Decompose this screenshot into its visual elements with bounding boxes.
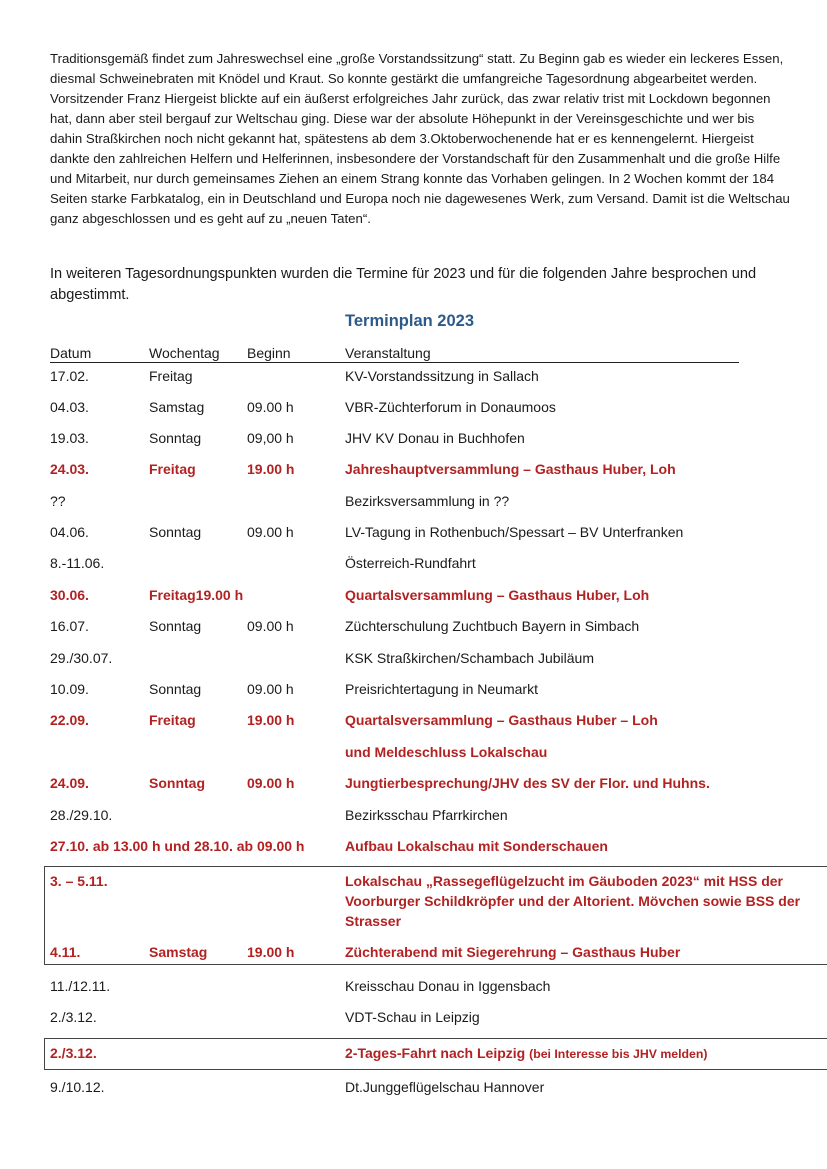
intro-paragraph-2: In weiteren Tagesordnungspunkten wurden die Termine für 2023 und für die folgenden Jahre besprochen und abgestimmt. xyxy=(50,266,757,303)
row-time: 09.00 h xyxy=(247,775,295,791)
row-event: Österreich-Rundfahrt xyxy=(345,555,476,571)
row-event: KSK Straßkirchen/Schambach Jubiläum xyxy=(345,650,594,666)
row-event: Züchterschulung Zuchtbuch Bayern in Simbach xyxy=(345,618,640,634)
row-time: 19.00 h xyxy=(247,461,295,477)
row-date: 22.09. xyxy=(50,712,89,728)
row-event: und Meldeschluss Lokalschau xyxy=(345,744,548,760)
intro-text xyxy=(50,49,790,229)
row-event: LV-Tagung in Rothenbuch/Spessart – BV Unterfranken xyxy=(345,524,684,540)
row-time: 09,00 h xyxy=(247,430,294,446)
row-event xyxy=(345,1043,707,1064)
table-header xyxy=(50,345,739,363)
row-date: 24.03. xyxy=(50,461,89,477)
row-date: 10.09. xyxy=(50,681,89,697)
row-event: Aufbau Lokalschau mit Sonderschauen xyxy=(345,838,608,854)
row-time: 19.00 h xyxy=(247,712,295,728)
row-event: Jungtierbesprechung/JHV des SV der Flor. und Huhns. xyxy=(345,775,710,791)
row-weekday: Sonntag xyxy=(149,430,202,446)
row-time: 09.00 h xyxy=(247,618,294,634)
row-weekday: Sonntag xyxy=(149,524,202,540)
row-date: 11./12.11. xyxy=(50,978,111,994)
row-weekday: Samstag xyxy=(149,944,208,960)
row-time: 09.00 h xyxy=(247,524,294,540)
row-date: 16.07. xyxy=(50,618,89,634)
row-event: Jahreshauptversammlung – Gasthaus Huber, Loh xyxy=(345,461,676,477)
row-weekday: Samstag xyxy=(149,399,205,415)
row-date: 28./29.10. xyxy=(50,807,113,823)
header-wochentag: Wochentag xyxy=(149,345,220,361)
row-date: 27.10. ab 13.00 h und 28.10. ab 09.00 h xyxy=(50,838,305,854)
row-date: 04.03. xyxy=(50,399,89,415)
row-weekday: Freitag19.00 h xyxy=(149,587,244,603)
header-beginn: Beginn xyxy=(247,345,291,361)
row-event: Kreisschau Donau in Iggensbach xyxy=(345,978,551,994)
row-weekday: Sonntag xyxy=(149,681,202,697)
row-date: ?? xyxy=(50,493,66,509)
row-date: 17.02. xyxy=(50,368,89,384)
row-event: Dt.Junggeflügelschau Hannover xyxy=(345,1079,545,1095)
row-date: 29./30.07. xyxy=(50,650,113,666)
plan-title: Terminplan 2023 xyxy=(345,312,474,330)
row-date: 8.-11.06. xyxy=(50,555,105,571)
row-event: Bezirksversammlung in ?? xyxy=(345,493,510,509)
row-date: 04.06. xyxy=(50,524,89,540)
row-weekday: Freitag xyxy=(149,461,196,477)
row-time: 09.00 h xyxy=(247,681,294,697)
row-event: Preisrichtertagung in Neumarkt xyxy=(345,681,538,697)
row-event-note: (bei Interesse bis JHV melden) xyxy=(529,1047,708,1061)
row-weekday: Freitag xyxy=(149,712,196,728)
row-date: 9./10.12. xyxy=(50,1079,105,1095)
intro-paragraph: Traditionsgemäß findet zum Jahreswechsel eine „große Vorstandssitzung“ statt. Zu Beginn gab es wieder ein leckeres Essen, diesmal Schweinebraten mit Knödel und Kraut. So konnte gestärkt die umfangreiche Tagesordnung abgearbeitet werden. Vorsitzender Franz Hiergeist blickte auf ein äußerst erfolgreiches Jahr zurück, das zwar relativ trist mit Lockdown begonnen hat, dann aber steil bergauf zur Weltschau ging. Diese war der absolute Höhepunkt in der Vereinsgeschichte und wer bis dahin Straßkirchen noch nicht gekannt hat, spätestens ab dem 3.Oktoberwochenende hat er es kennengelernt. Hiergeist dankte den zahlreichen Helfern und Helferinnen, insbesondere der Vorstandschaft für den Zusammenhalt und die große Hilfe und Mitarbeit, nur durch gemeinsames Ziehen an einem Strang konnte das Vorhaben gelingen. In 2 Wochen kommt der 184 Seiten starke Farbkatalog, ein in Deutschland und Europa noch nie dagewesenes Werk, zum Versand. Damit ist die Weltschau ganz abgeschlossen und es geht auf zu „neuen Taten“. xyxy=(50,51,790,226)
row-date: 3. – 5.11. xyxy=(50,873,108,889)
row-date: 2./3.12. xyxy=(50,1045,97,1061)
row-event: Quartalsversammlung – Gasthaus Huber – Loh xyxy=(345,712,658,728)
row-weekday: Sonntag xyxy=(149,775,205,791)
row-date: 19.03. xyxy=(50,430,89,446)
row-time: 19.00 h xyxy=(247,944,295,960)
row-event: VBR-Züchterforum in Donaumoos xyxy=(345,399,556,415)
row-event-title: 2-Tages-Fahrt nach Leipzig xyxy=(345,1045,526,1061)
row-event: JHV KV Donau in Buchhofen xyxy=(345,430,525,446)
row-time: 09.00 h xyxy=(247,399,294,415)
row-event: Züchterabend mit Siegerehrung – Gasthaus Huber xyxy=(345,944,681,960)
row-date: 24.09. xyxy=(50,775,89,791)
row-date: 30.06. xyxy=(50,587,89,603)
row-weekday: Sonntag xyxy=(149,618,202,634)
row-event: VDT-Schau in Leipzig xyxy=(345,1009,480,1025)
row-event: Quartalsversammlung – Gasthaus Huber, Loh xyxy=(345,587,650,603)
row-weekday: Freitag xyxy=(149,368,193,384)
row-event: Bezirksschau Pfarrkirchen xyxy=(345,807,508,823)
row-event: KV-Vorstandssitzung in Sallach xyxy=(345,368,539,384)
row-event: Lokalschau „Rassegeflügelzucht im Gäuboden 2023“ mit HSS der Voorburger Schildkröpfer und der Altorient. Mövchen sowie BSS der Strasser xyxy=(345,873,801,929)
header-veranstaltung: Veranstaltung xyxy=(345,345,431,361)
row-date: 4.11. xyxy=(50,944,81,960)
header-datum: Datum xyxy=(50,345,92,361)
row-date: 2./3.12. xyxy=(50,1009,97,1025)
